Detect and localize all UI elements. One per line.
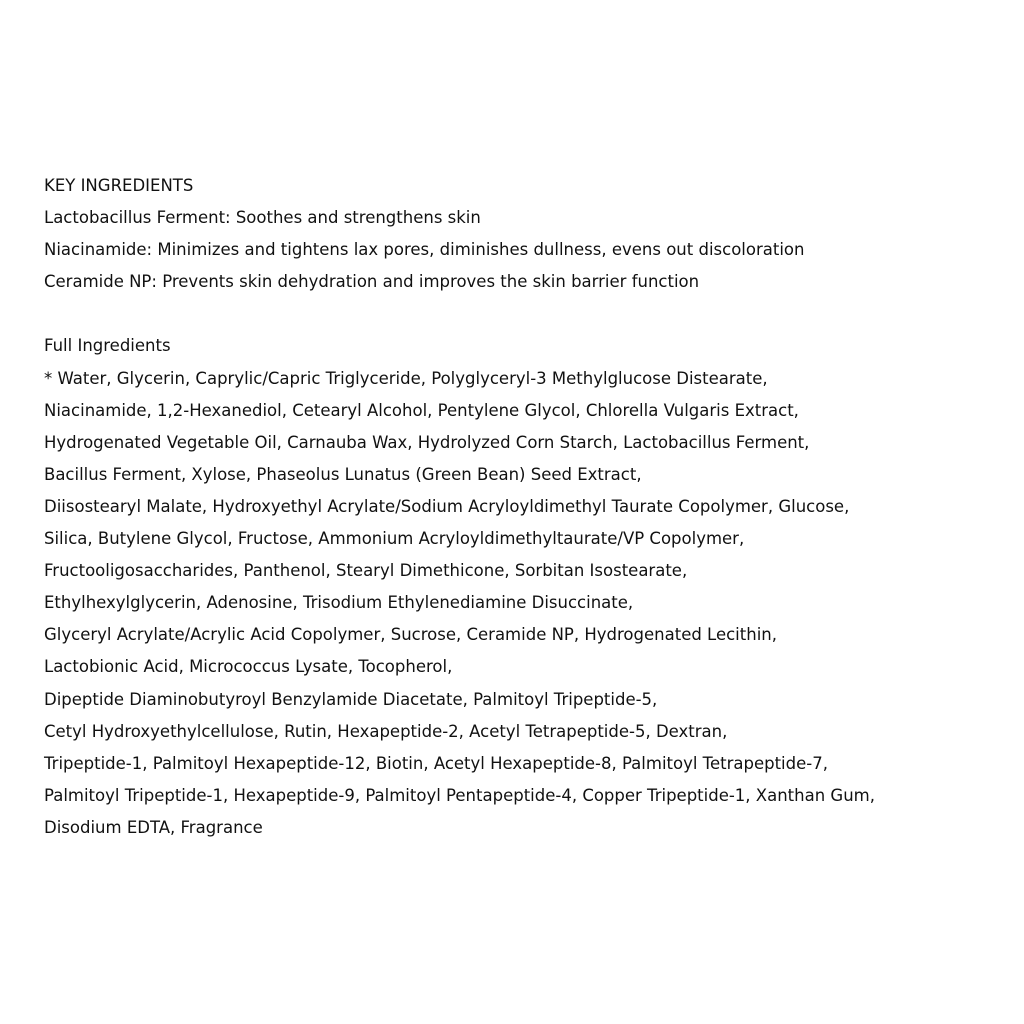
full-ingredients-line: Ethylhexylglycerin, Adenosine, Trisodium Ethylenediamine Disuccinate, xyxy=(44,593,634,613)
full-ingredients-line: Fructooligosaccharides, Panthenol, Stearyl Dimethicone, Sorbitan Isostearate, xyxy=(44,561,688,581)
full-ingredients-line: Tripeptide-1, Palmitoyl Hexapeptide-12, Biotin, Acetyl Hexapeptide-8, Palmitoyl Tetrapeptide-7, xyxy=(44,753,828,773)
key-ingredient-item: Ceramide NP: Prevents skin dehydration and improves the skin barrier function xyxy=(44,272,700,292)
key-ingredient-item: Lactobacillus Ferment: Soothes and strengthens skin xyxy=(44,208,481,228)
full-ingredients-line: Glyceryl Acrylate/Acrylic Acid Copolymer, Sucrose, Ceramide NP, Hydrogenated Lecithin, xyxy=(44,625,777,645)
key-ingredient-item: Niacinamide: Minimizes and tightens lax pores, diminishes dullness, evens out discoloration xyxy=(44,240,805,260)
full-ingredients-line: * Water, Glycerin, Caprylic/Capric Triglyceride, Polyglyceryl-3 Methylglucose Distearate, xyxy=(44,368,768,388)
full-ingredients-heading: Full Ingredients xyxy=(44,336,171,356)
full-ingredients-line: Disodium EDTA, Fragrance xyxy=(44,817,263,837)
full-ingredients-line: Cetyl Hydroxyethylcellulose, Rutin, Hexapeptide-2, Acetyl Tetrapeptide-5, Dextran, xyxy=(44,721,728,741)
full-ingredients-line: Hydrogenated Vegetable Oil, Carnauba Wax, Hydrolyzed Corn Starch, Lactobacillus Ferment, xyxy=(44,432,810,452)
full-ingredients-line: Lactobionic Acid, Micrococcus Lysate, Tocopherol, xyxy=(44,657,453,677)
full-ingredients-line: Bacillus Ferment, Xylose, Phaseolus Lunatus (Green Bean) Seed Extract, xyxy=(44,464,642,484)
full-ingredients-line: Palmitoyl Tripeptide-1, Hexapeptide-9, Palmitoyl Pentapeptide-4, Copper Tripeptide-1, Xanthan Gum, xyxy=(44,785,875,805)
section-spacer xyxy=(44,298,1004,330)
full-ingredients-line: Niacinamide, 1,2-Hexanediol, Cetearyl Alcohol, Pentylene Glycol, Chlorella Vulgaris Extract, xyxy=(44,400,799,420)
ingredients-document xyxy=(44,170,1004,844)
full-ingredients-line: Diisostearyl Malate, Hydroxyethyl Acrylate/Sodium Acryloyldimethyl Taurate Copolymer, Glucose, xyxy=(44,496,850,516)
full-ingredients-line: Dipeptide Diaminobutyroyl Benzylamide Diacetate, Palmitoyl Tripeptide-5, xyxy=(44,689,658,709)
key-ingredients-heading: KEY INGREDIENTS xyxy=(44,176,194,195)
full-ingredients-line: Silica, Butylene Glycol, Fructose, Ammonium Acryloyldimethyltaurate/VP Copolymer, xyxy=(44,529,745,549)
